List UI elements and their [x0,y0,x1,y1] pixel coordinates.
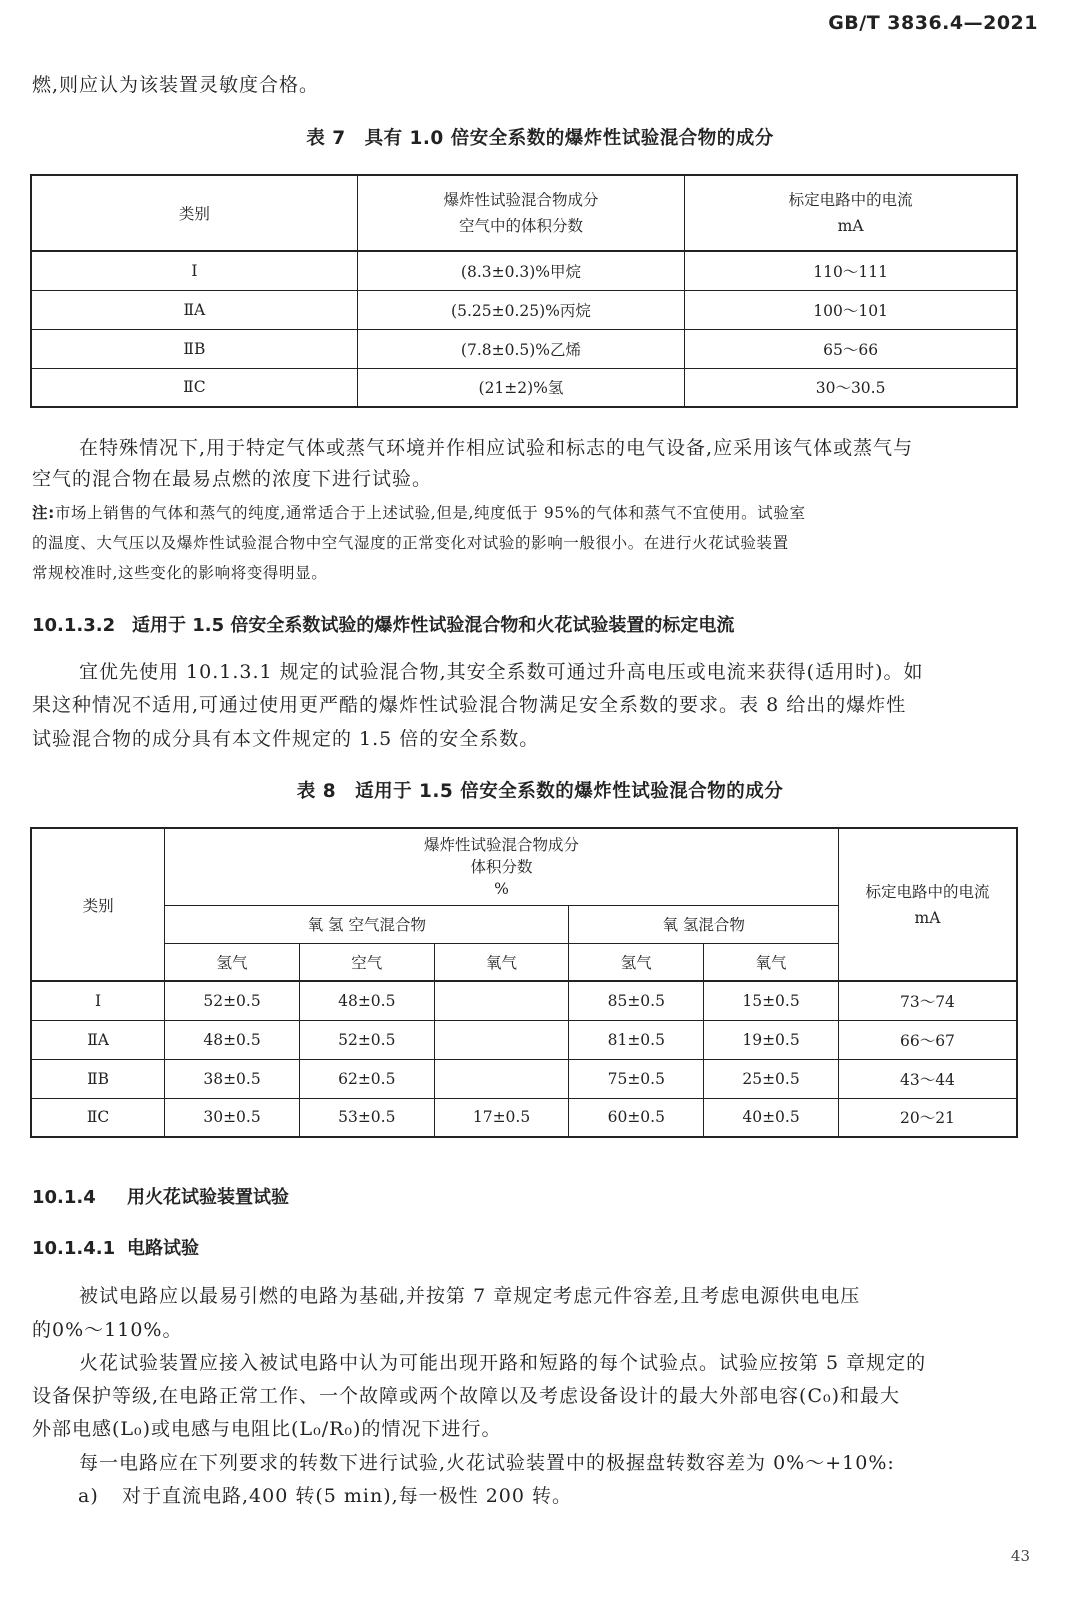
section-number: 10.1.4 [32,1187,96,1208]
cell-current: 73～74 [838,981,1017,1020]
section-1014-heading [32,1183,289,1209]
table7-header-composition: 爆炸性试验混合物成分 空气中的体积分数 [357,175,684,251]
table-row [31,290,1017,329]
cell-hydrogen-b: 81±0.5 [569,1020,704,1059]
paragraph-special-cases-line1: 在特殊情况下,用于特定气体或蒸气环境并作相应试验和标志的电气设备,应采用该气体或蒸气与 [79,437,914,459]
cell-hydrogen-a: 38±0.5 [165,1059,300,1098]
list-text: 对于直流电路,400 转(5 min),每一极性 200 转。 [122,1485,573,1507]
section-title: 适用于 1.5 倍安全系数试验的爆炸性试验混合物和火花试验装置的标定电流 [132,615,735,636]
table8-header-oxy-hydrogen: 氧 氢混合物 [569,905,839,943]
table7-caption: 表 7 具有 1.0 倍安全系数的爆炸性试验混合物的成分 [306,128,774,149]
cell-category: ⅡB [31,1059,165,1098]
cell-current: 43～44 [838,1059,1017,1098]
table8-header-hydrogen-a: 氢气 [165,943,300,981]
paragraph-priority-line2: 果这种情况不适用,可通过使用更严酷的爆炸性试验混合物满足安全系数的要求。表 8 给出的爆炸性 [32,694,907,716]
table-row [31,251,1017,290]
paragraph-spark-line1: 火花试验装置应接入被试电路中认为可能出现开路和短路的每个试验点。试验应按第 5 章规定的 [79,1352,927,1374]
cell-category: ⅡC [31,368,357,407]
table7-header-current: 标定电路中的电流 mA [685,175,1017,251]
paragraph-circuit-line1: 被试电路应以最易引燃的电路为基础,并按第 7 章规定考虑元件容差,且考虑电源供电电压 [79,1285,861,1307]
cell-hydrogen-b: 85±0.5 [569,981,704,1020]
paragraph-spark-line2: 设备保护等级,在电路正常工作、一个故障或两个故障以及考虑设备设计的最大外部电容(C₀)和最大 [32,1385,901,1407]
cell-oxygen-b: 40±0.5 [704,1098,839,1137]
cell-oxygen-b: 15±0.5 [704,981,839,1020]
table-row [31,981,1017,1020]
cell-category: ⅡA [31,290,357,329]
cell-hydrogen-a: 52±0.5 [165,981,300,1020]
cell-current: 65～66 [685,329,1017,368]
cell-oxygen-a [434,1059,569,1098]
note-line2: 的温度、大气压以及爆炸性试验混合物中空气湿度的正常变化对试验的影响一般很小。在进行火花试验装置 [32,534,789,552]
cell-oxygen-a: 17±0.5 [434,1098,569,1137]
list-item-a [78,1483,572,1509]
cell-air: 48±0.5 [299,981,434,1020]
table8-header-hydrogen-b: 氢气 [569,943,704,981]
table-row [31,329,1017,368]
cell-category: ⅡC [31,1098,165,1137]
section-title: 电路试验 [127,1238,199,1259]
table7-header-category: 类别 [31,175,357,251]
standard-number: GB/T 3836.4—2021 [828,12,1038,34]
cell-composition: (8.3±0.3)%甲烷 [357,251,684,290]
list-label: a) [78,1485,99,1507]
note-text: 市场上销售的气体和蒸气的纯度,通常适合于上述试验,但是,纯度低于 95%的气体和蒸气不宜使用。试验室 [54,504,806,522]
paragraph-spark-line3: 外部电感(L₀)或电感与电阻比(L₀/R₀)的情况下进行。 [32,1418,502,1440]
cell-category: Ⅰ [31,981,165,1020]
cell-oxygen-a [434,1020,569,1059]
note-line1 [32,499,806,528]
cell-composition: (7.8±0.5)%乙烯 [357,329,684,368]
table8-header-air: 空气 [299,943,434,981]
cell-composition: (5.25±0.25)%丙烷 [357,290,684,329]
cell-category: Ⅰ [31,251,357,290]
cell-current: 30～30.5 [685,368,1017,407]
cell-category: ⅡA [31,1020,165,1059]
table-row [31,1020,1017,1059]
section-title: 用火花试验装置试验 [127,1187,289,1208]
paragraph-revolutions: 每一电路应在下列要求的转数下进行试验,火花试验装置中的极握盘转数容差为 0%～+10%: [79,1452,895,1474]
table-row [31,368,1017,407]
cell-air: 62±0.5 [299,1059,434,1098]
table8-header-category: 类别 [31,828,165,981]
table7-header-row [31,175,1017,251]
note-line3: 常规校准时,这些变化的影响将变得明显。 [32,564,328,582]
table8-header-oxygen-b: 氧气 [704,943,839,981]
section-number: 10.1.4.1 [32,1238,116,1259]
cell-current: 110～111 [685,251,1017,290]
table-row [31,1059,1017,1098]
cell-oxygen-b: 25±0.5 [704,1059,839,1098]
cell-category: ⅡB [31,329,357,368]
paragraph-circuit-line2: 的0%～110%。 [32,1319,183,1341]
paragraph-special-cases-line2: 空气的混合物在最易点燃的浓度下进行试验。 [32,468,433,490]
section-10132-heading [32,611,734,637]
cell-current: 66～67 [838,1020,1017,1059]
cell-oxygen-b: 19±0.5 [704,1020,839,1059]
table8-header-oxy-hydrogen-air: 氧 氢 空气混合物 [165,905,569,943]
table8-header-row1 [31,828,1017,905]
page-number: 43 [1010,1547,1030,1565]
paragraph-priority-line1: 宜优先使用 10.1.3.1 规定的试验混合物,其安全系数可通过升高电压或电流来获得(适用时)。如 [79,661,924,683]
cell-oxygen-a [434,981,569,1020]
section-10141-heading [32,1234,199,1260]
paragraph-priority-line3: 试验混合物的成分具有本文件规定的 1.5 倍的安全系数。 [32,728,540,750]
table8-header-composition: 爆炸性试验混合物成分 体积分数 % [165,828,839,905]
table8 [30,827,1018,1138]
table8-header-current: 标定电路中的电流 mA [838,828,1017,981]
section-number: 10.1.3.2 [32,615,116,636]
cell-composition: (21±2)%氢 [357,368,684,407]
cell-air: 53±0.5 [299,1098,434,1137]
cell-air: 52±0.5 [299,1020,434,1059]
cell-hydrogen-b: 75±0.5 [569,1059,704,1098]
table7 [30,174,1018,408]
cell-hydrogen-a: 48±0.5 [165,1020,300,1059]
cell-hydrogen-a: 30±0.5 [165,1098,300,1137]
cell-current: 100～101 [685,290,1017,329]
note-label: 注: [32,504,55,522]
table-row [31,1098,1017,1137]
intro-line: 燃,则应认为该装置灵敏度合格。 [32,74,320,96]
table8-header-oxygen-a: 氧气 [434,943,569,981]
cell-hydrogen-b: 60±0.5 [569,1098,704,1137]
table8-caption: 表 8 适用于 1.5 倍安全系数的爆炸性试验混合物的成分 [296,781,784,802]
cell-current: 20～21 [838,1098,1017,1137]
